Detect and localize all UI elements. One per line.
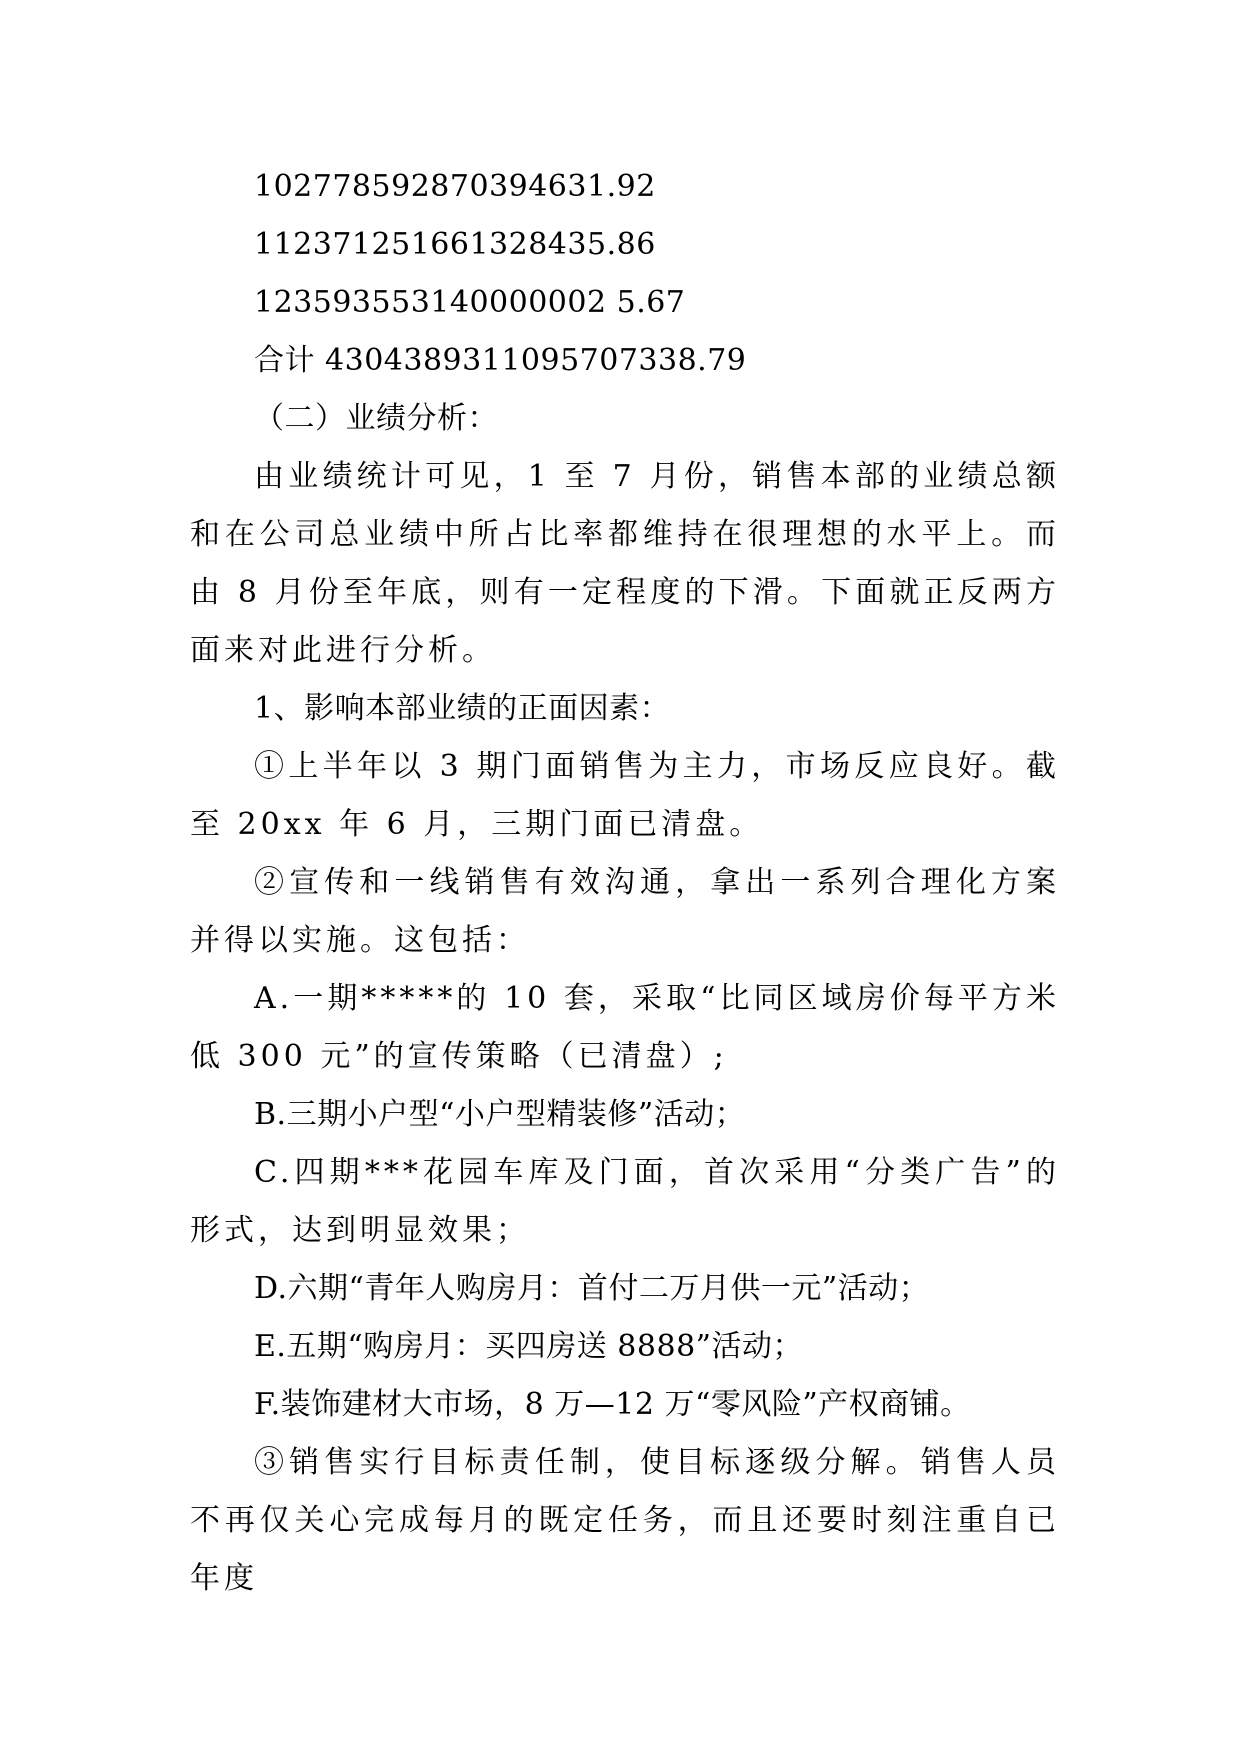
total-row: 合计 4304389311095707338.79 <box>254 343 747 378</box>
list-item-3: ③销售实行目标责任制，使目标逐级分解。销售人员不再仅关心完成每月的既定任务，而且还要时刻注重自已年度 <box>190 1445 1060 1596</box>
section-heading: （二）业绩分析： <box>254 401 498 436</box>
paragraph-analysis-summary: 由业绩统计可见，1 至 7 月份，销售本部的业绩总额和在公司总业绩中所占比率都维持在很理想的水平上。而由 8 月份至年底，则有一定程度的下滑。下面就正反两方面来对此进行分析。 <box>190 459 1060 668</box>
list-item-1: ①上半年以 3 期门面销售为主力，市场反应良好。截至 20xx 年 6 月，三期门面已清盘。 <box>190 749 1060 842</box>
data-row-2: 112371251661328435.86 <box>254 227 656 262</box>
list-item-e: E.五期“购房月：买四房送 8888”活动； <box>254 1329 803 1364</box>
list-item-d: D.六期“青年人购房月：首付二万月供一元”活动； <box>254 1271 930 1306</box>
data-row-1: 102778592870394631.92 <box>254 169 656 204</box>
document-body <box>190 158 1060 1608</box>
list-item-2: ②宣传和一线销售有效沟通，拿出一系列合理化方案并得以实施。这包括： <box>190 865 1060 958</box>
list-item-c: C.四期***花园车库及门面，首次采用“分类广告”的形式，达到明显效果； <box>190 1155 1060 1248</box>
list-item-a: A.一期*****的 10 套，采取“比同区域房价每平方米低 300 元”的宣传策略（已清盘）; <box>190 981 1060 1074</box>
list-item-b: B.三期小户型“小户型精装修”活动； <box>254 1097 746 1132</box>
data-row-3: 123593553140000002 5.67 <box>254 285 686 320</box>
subheading-positive-factors: 1、影响本部业绩的正面因素： <box>254 691 671 726</box>
list-item-f: F.装饰建材大市场，8 万—12 万“零风险”产权商铺。 <box>254 1387 971 1422</box>
